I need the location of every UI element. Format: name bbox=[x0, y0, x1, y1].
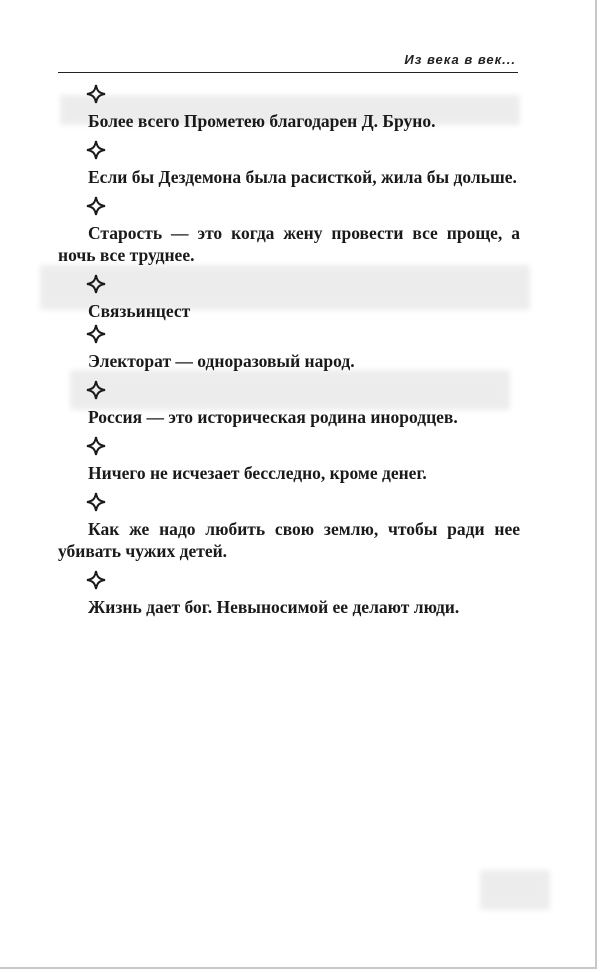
four-point-star-icon bbox=[86, 380, 106, 400]
four-point-star-icon bbox=[86, 436, 106, 456]
aphorism-text: Старость — это когда жену провести все проще, а ночь все труднее. bbox=[58, 223, 520, 265]
aphorism-entry bbox=[58, 196, 520, 266]
four-point-star-icon bbox=[86, 570, 106, 590]
aphorism-text: Если бы Дездемона была расисткой, жила бы дольше. bbox=[88, 167, 517, 187]
aphorism-entry bbox=[58, 492, 520, 562]
aphorism-entry bbox=[58, 140, 520, 188]
four-point-star-icon bbox=[86, 84, 106, 104]
running-title: Из века в век... bbox=[404, 52, 516, 67]
aphorism-entry bbox=[58, 436, 520, 484]
four-point-star-icon bbox=[86, 196, 106, 216]
page-header bbox=[58, 50, 518, 73]
aphorism-text: Ничего не исчезает бесследно, кроме денег. bbox=[88, 463, 427, 483]
aphorism-entry bbox=[58, 274, 520, 322]
aphorism-list bbox=[58, 84, 520, 618]
aphorism-text: Более всего Прометею благодарен Д. Бруно. bbox=[88, 111, 436, 131]
aphorism-entry bbox=[58, 570, 520, 618]
aphorism-entry bbox=[58, 84, 520, 132]
four-point-star-icon bbox=[86, 492, 106, 512]
aphorism-entry bbox=[58, 324, 520, 372]
aphorism-entry bbox=[58, 380, 520, 428]
four-point-star-icon bbox=[86, 140, 106, 160]
aphorism-text: Как же надо любить свою землю, чтобы ради нее убивать чужих детей. bbox=[58, 519, 520, 561]
four-point-star-icon bbox=[86, 324, 106, 344]
aphorism-text: Электорат — одноразовый народ. bbox=[88, 351, 355, 371]
aphorism-text: Связьинцест bbox=[88, 301, 191, 321]
four-point-star-icon bbox=[86, 274, 106, 294]
aphorism-text: Россия — это историческая родина инородцев. bbox=[88, 407, 458, 427]
aphorism-text: Жизнь дает бог. Невыносимой ее делают люди. bbox=[88, 597, 460, 617]
